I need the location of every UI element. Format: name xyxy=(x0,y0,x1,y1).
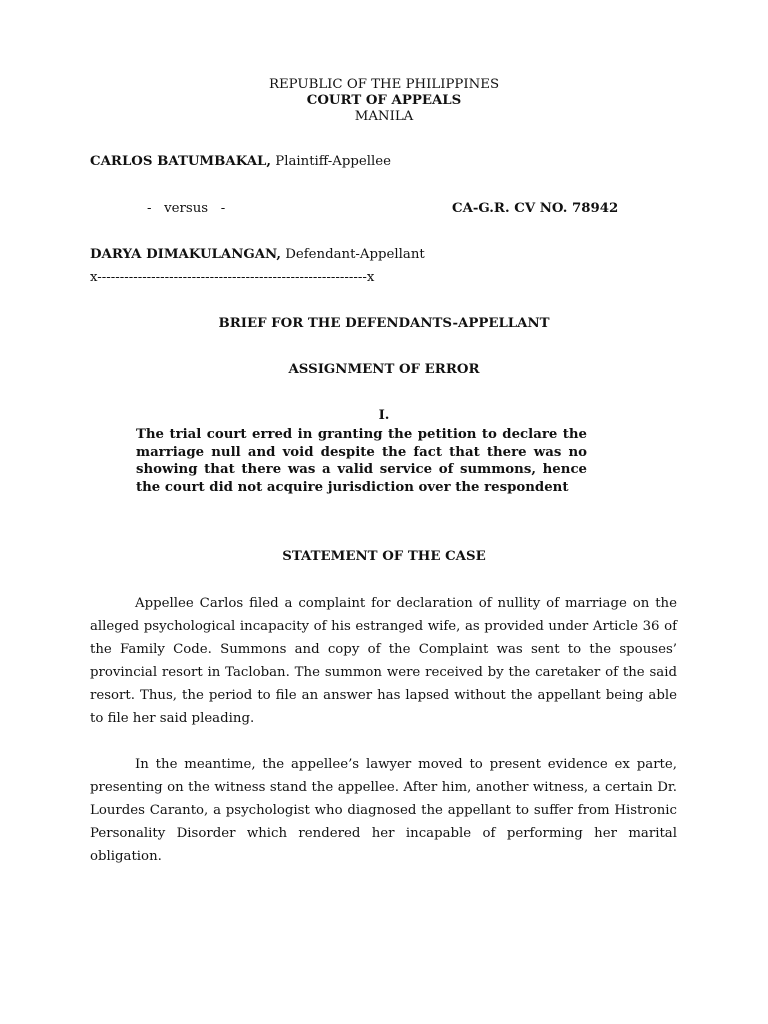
defendant-name: DARYA DIMAKULANGAN, xyxy=(90,247,281,262)
header-court: COURT OF APPEALS xyxy=(306,93,462,108)
brief-title: BRIEF FOR THE DEFENDANTS-APPELLANT xyxy=(218,316,550,331)
plaintiff-name: CARLOS BATUMBAKAL, xyxy=(90,154,272,169)
plaintiff-line xyxy=(90,154,391,169)
assignment-heading: ASSIGNMENT OF ERROR xyxy=(288,362,480,377)
defendant-line xyxy=(90,247,425,262)
caption-separator: x------------------------------------------------------------x xyxy=(90,270,375,285)
plaintiff-role: Plaintiff-Appellee xyxy=(275,154,392,169)
versus-label: - versus - xyxy=(147,201,226,216)
error-text: The trial court erred in granting the petition to declare the marriage null and void despite the fact that there was no showing that there was a valid service of summons, hence the court did not acquire jurisdiction over the respondent xyxy=(136,427,587,496)
defendant-role: Defendant-Appellant xyxy=(285,247,425,262)
case-number: CA-G.R. CV NO. 78942 xyxy=(452,201,619,216)
statement-paragraph-2: In the meantime, the appellee’s lawyer moved to present evidence ex parte, presenting on the witness stand the appellee. After him, another witness, a certain Dr. Lourdes Caranto, a psychologist who diagnosed the appellant to suffer from Histronic Personality Disorder which rendered her incapable of performing her marital obligation. xyxy=(90,757,677,864)
error-number: I. xyxy=(378,408,390,423)
statement-heading: STATEMENT OF THE CASE xyxy=(282,549,486,564)
header-city: MANILA xyxy=(354,109,414,124)
statement-paragraph-1: Appellee Carlos filed a complaint for declaration of nullity of marriage on the alleged psychological incapacity of his estranged wife, as provided under Article 36 of the Family Code. Summons and copy of the Complaint was sent to the spouses’ provincial resort in Tacloban. The summon were received by the caretaker of the said resort. Thus, the period to file an answer has lapsed without the appellant being able to file her said pleading. xyxy=(90,596,677,726)
header-republic: REPUBLIC OF THE PHILIPPINES xyxy=(268,77,500,92)
